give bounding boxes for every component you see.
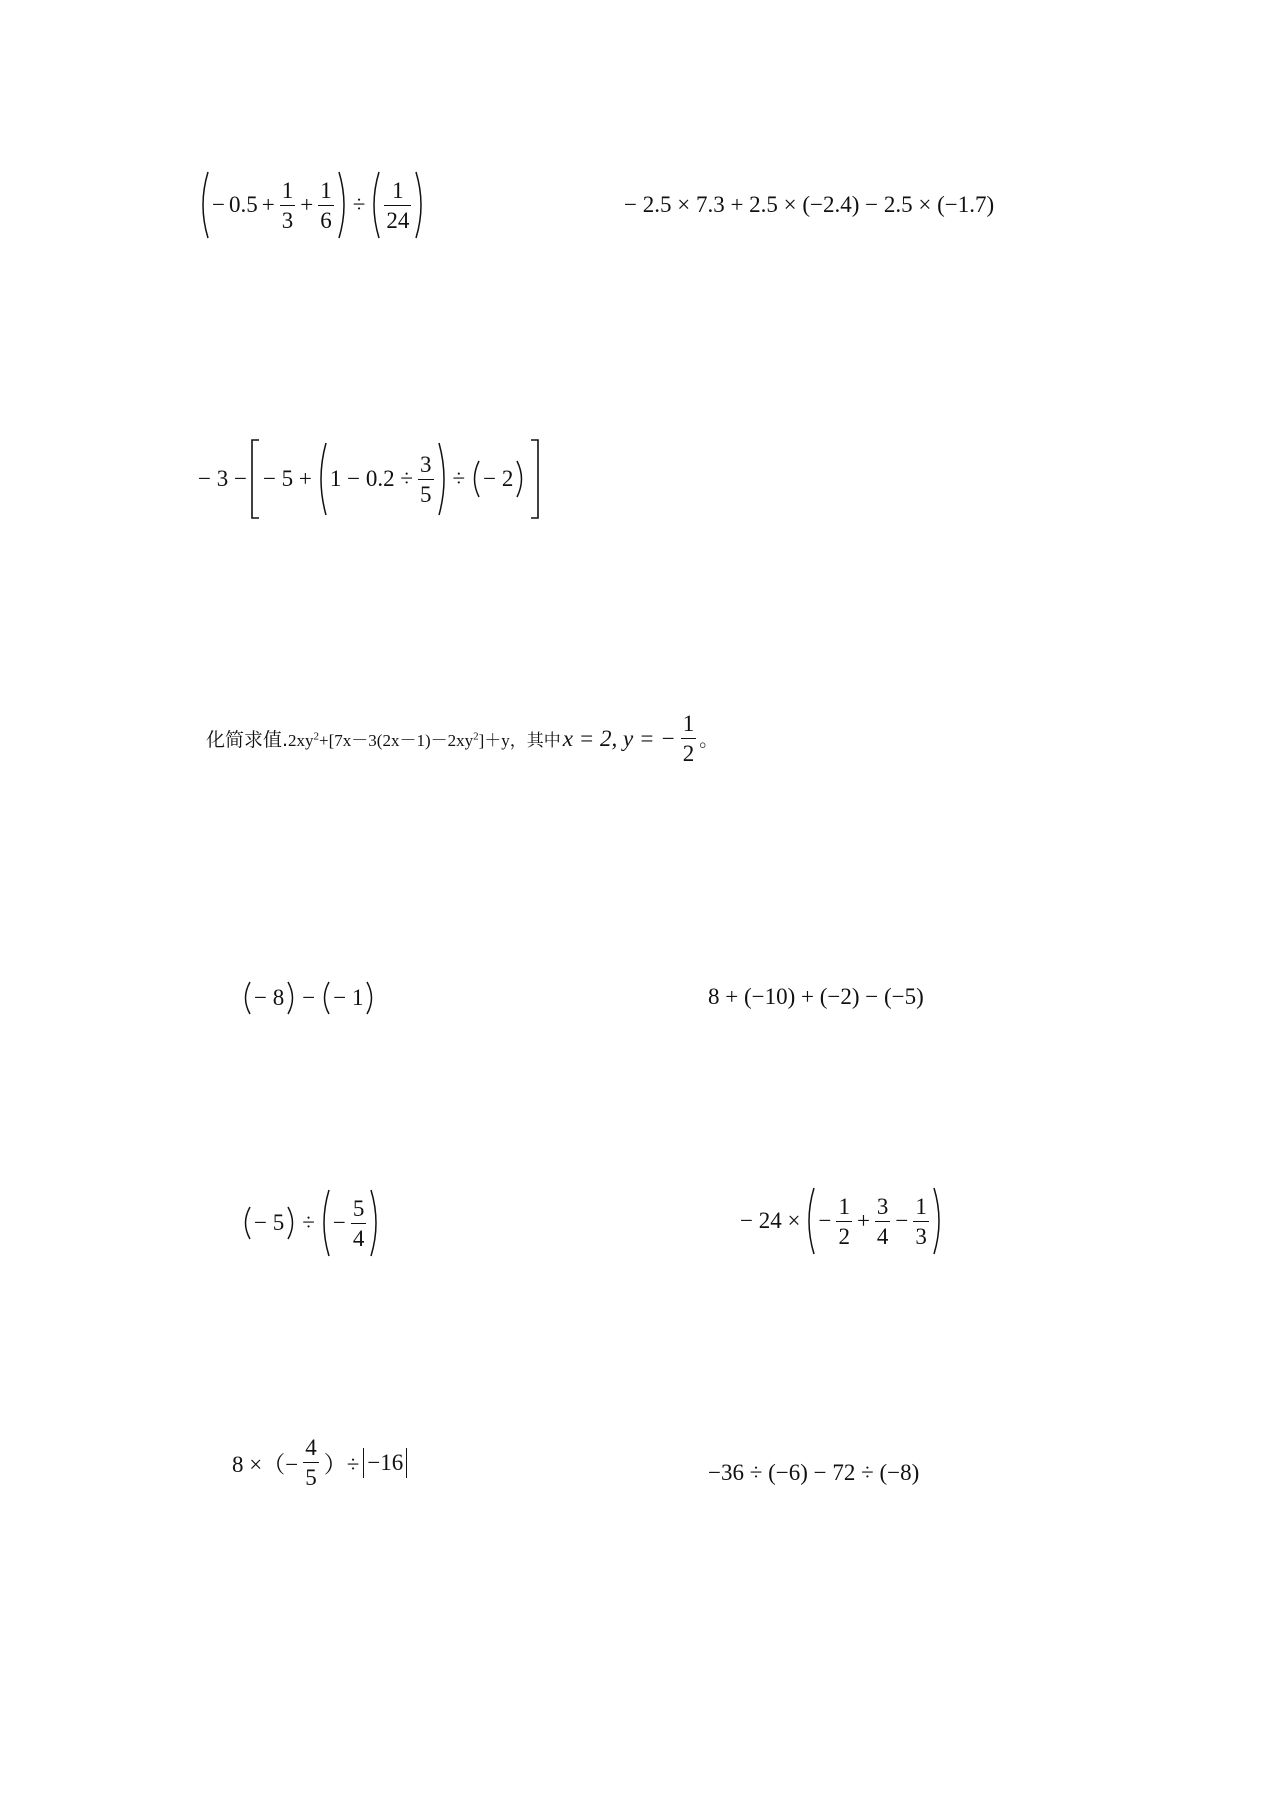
- fraction: $\frac{1}{3}$: [915, 1193, 927, 1249]
- left-bracket: [249, 438, 261, 520]
- absolute-value: −16: [363, 1448, 407, 1478]
- left-paren: [367, 170, 381, 240]
- fraction: $\frac{4}{5}$: [305, 1435, 317, 1490]
- fraction: $\frac{5}{4}$: [352, 1195, 365, 1251]
- right-bracket: [529, 438, 541, 520]
- right-paren: [337, 170, 351, 240]
- left-paren: [196, 170, 210, 240]
- problem-9: 8 ×（− $\frac{4}{5}$ ）÷ −16: [230, 1436, 409, 1489]
- left-paren: [467, 459, 481, 499]
- problem-2: − 2.5 × 7.3 + 2.5 × (−2.4) − 2.5 × (−1.7): [624, 192, 995, 217]
- problem-1: − 0.5 + $\frac{1}{3}$ + $\frac{1}{6}$ ÷ $\frac{1}{24}$: [196, 170, 428, 240]
- problem-5: − 8 − − 1: [238, 980, 379, 1016]
- right-paren: [414, 170, 428, 240]
- problem-7: − 5 ÷ − $\frac{5}{4}$: [238, 1188, 383, 1258]
- fraction: $\frac{3}{5}$: [420, 451, 432, 507]
- fraction: $\frac{1}{6}$: [320, 177, 332, 233]
- fraction: $\frac{1}{2}$: [838, 1193, 850, 1249]
- problem-6: 8 + (−10) + (−2) − (−5): [708, 984, 924, 1009]
- fraction: $\frac{1}{2}$: [682, 711, 695, 766]
- right-paren: [437, 441, 451, 517]
- right-paren: [515, 459, 529, 499]
- fraction: $\frac{1}{3}$: [281, 177, 294, 233]
- problem-4-simplify: 化简求值. $2xy^2+[7x-3(2x-1)-2xy^2]+y$，其中 x = 2, y = − $\frac{1}{2}$ 。: [206, 711, 719, 766]
- fraction: $\frac{3}{4}$: [876, 1193, 889, 1249]
- fraction: $\frac{1}{24}$: [386, 177, 410, 233]
- problem-8: − 24 × − $\frac{1}{2}$ + $\frac{3}{4}$ − $\frac{1}{3}$: [738, 1186, 946, 1256]
- p1-number: 0.5: [228, 192, 258, 217]
- problem-10: −36 ÷ (−6) − 72 ÷ (−8): [708, 1460, 920, 1485]
- problem-3: − 3 − − 5 + 1 − 0.2 ÷ $\frac{3}{5}$ ÷ − 2: [196, 438, 541, 520]
- left-paren: [314, 441, 328, 517]
